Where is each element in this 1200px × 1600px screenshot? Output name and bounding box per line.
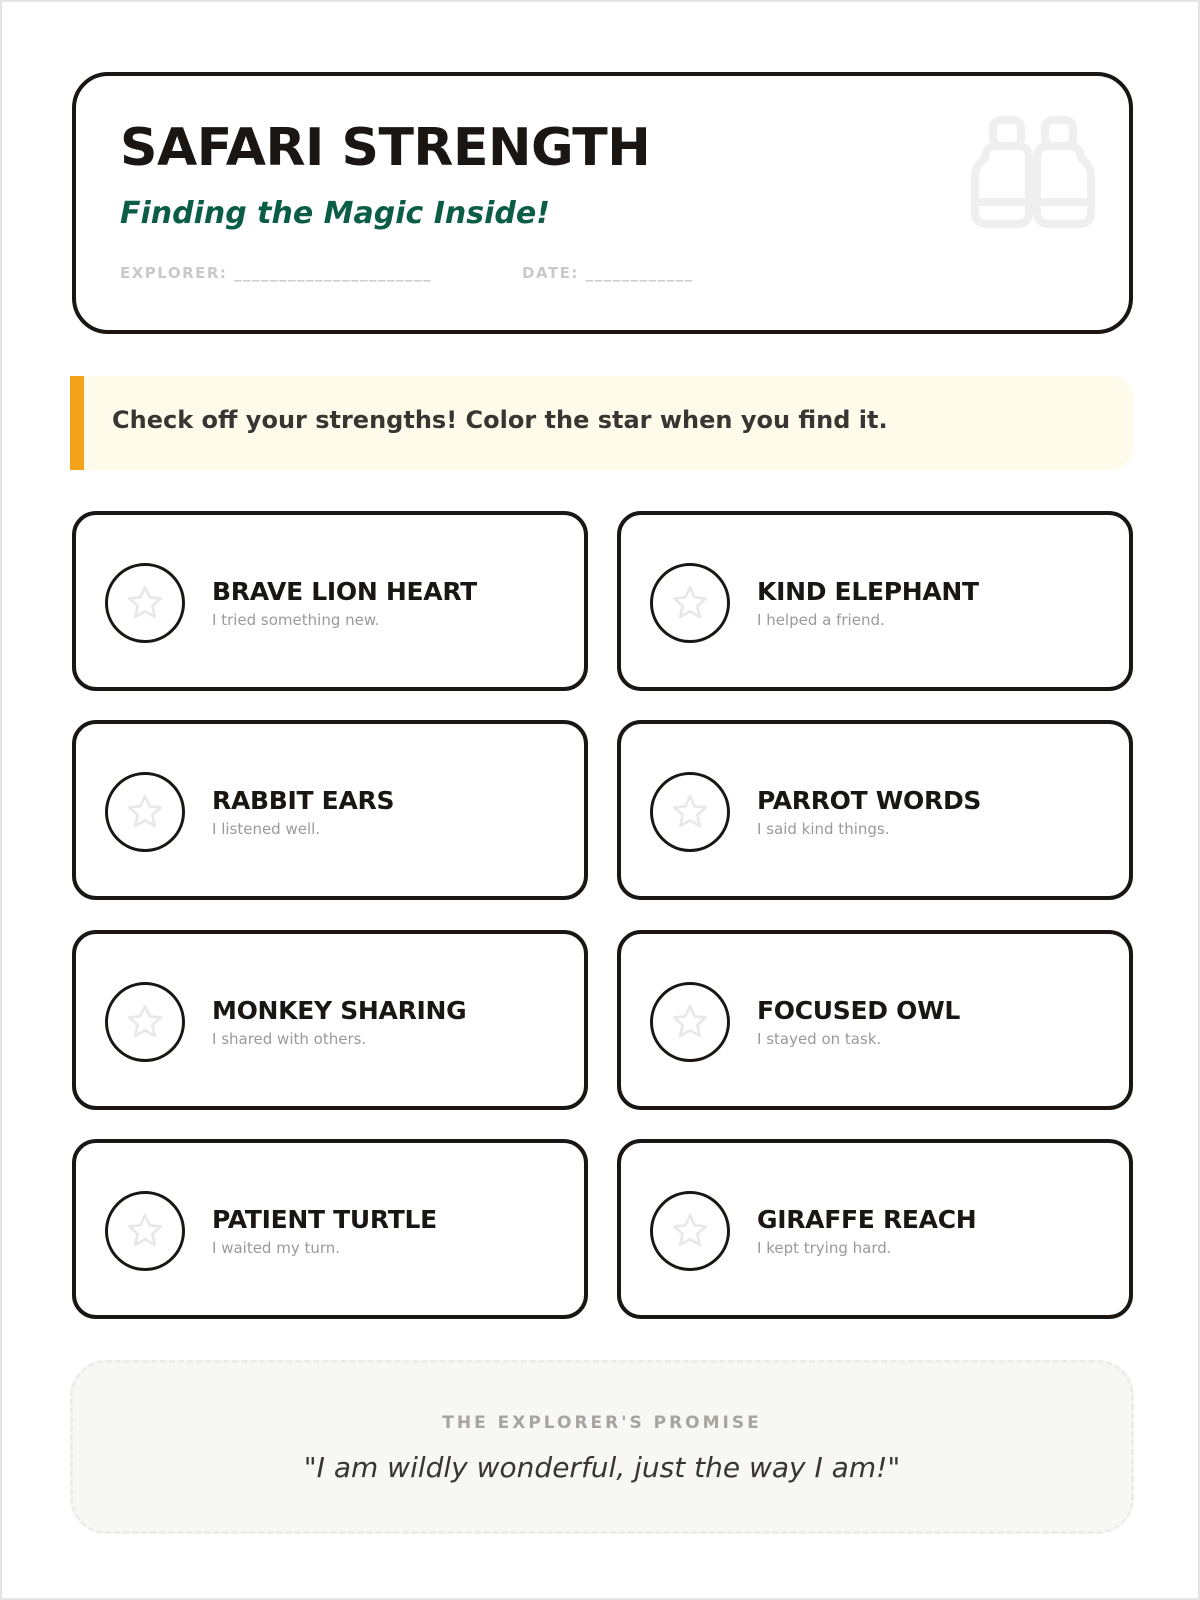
strength-title: FOCUSED OWL — [757, 996, 960, 1025]
star-icon — [670, 792, 710, 832]
strength-title: GIRAFFE REACH — [757, 1205, 977, 1234]
strength-title: RABBIT EARS — [212, 786, 395, 815]
star-checkbox[interactable] — [105, 772, 185, 852]
binoculars-icon — [971, 114, 1095, 230]
instruction-text: Check off your strengths! Color the star when you find it. — [112, 406, 888, 434]
strength-card-focused-owl[interactable] — [617, 930, 1133, 1110]
strength-card-rabbit-ears[interactable] — [72, 720, 588, 900]
strength-card-brave-lion-heart[interactable] — [72, 511, 588, 691]
star-icon — [670, 1002, 710, 1042]
strength-title: PATIENT TURTLE — [212, 1205, 437, 1234]
star-checkbox[interactable] — [105, 1191, 185, 1271]
star-icon — [670, 583, 710, 623]
strength-card-patient-turtle[interactable] — [72, 1139, 588, 1319]
strength-description: I stayed on task. — [757, 1030, 882, 1048]
promise-quote: "I am wildly wonderful, just the way I am!" — [303, 1451, 901, 1484]
strength-description: I tried something new. — [212, 611, 380, 629]
star-checkbox[interactable] — [650, 563, 730, 643]
strength-title: KIND ELEPHANT — [757, 577, 979, 606]
promise-label: THE EXPLORER'S PROMISE — [442, 1413, 762, 1433]
strength-description: I kept trying hard. — [757, 1239, 892, 1257]
explorer-name-field[interactable]: EXPLORER: ______________________ — [120, 264, 433, 282]
page-subtitle: Finding the Magic Inside! — [120, 196, 550, 231]
page-title: SAFARI STRENGTH — [120, 118, 651, 178]
strength-description: I waited my turn. — [212, 1239, 341, 1257]
header-card — [72, 72, 1133, 334]
strength-card-parrot-words[interactable] — [617, 720, 1133, 900]
strength-title: PARROT WORDS — [757, 786, 982, 815]
explorer-promise-box — [70, 1360, 1134, 1534]
star-checkbox[interactable] — [650, 982, 730, 1062]
strength-description: I said kind things. — [757, 820, 890, 838]
star-checkbox[interactable] — [650, 1191, 730, 1271]
star-checkbox[interactable] — [650, 772, 730, 852]
star-icon — [125, 1211, 165, 1251]
strength-card-monkey-sharing[interactable] — [72, 930, 588, 1110]
star-icon — [125, 1002, 165, 1042]
star-icon — [125, 583, 165, 623]
star-checkbox[interactable] — [105, 563, 185, 643]
strength-card-giraffe-reach[interactable] — [617, 1139, 1133, 1319]
strength-card-kind-elephant[interactable] — [617, 511, 1133, 691]
strength-description: I listened well. — [212, 820, 321, 838]
strength-title: BRAVE LION HEART — [212, 577, 477, 606]
strength-description: I shared with others. — [212, 1030, 367, 1048]
star-icon — [125, 792, 165, 832]
star-checkbox[interactable] — [105, 982, 185, 1062]
star-icon — [670, 1211, 710, 1251]
strength-description: I helped a friend. — [757, 611, 885, 629]
date-field[interactable]: DATE: ____________ — [522, 264, 694, 282]
instruction-banner — [70, 376, 1134, 470]
strength-title: MONKEY SHARING — [212, 996, 467, 1025]
